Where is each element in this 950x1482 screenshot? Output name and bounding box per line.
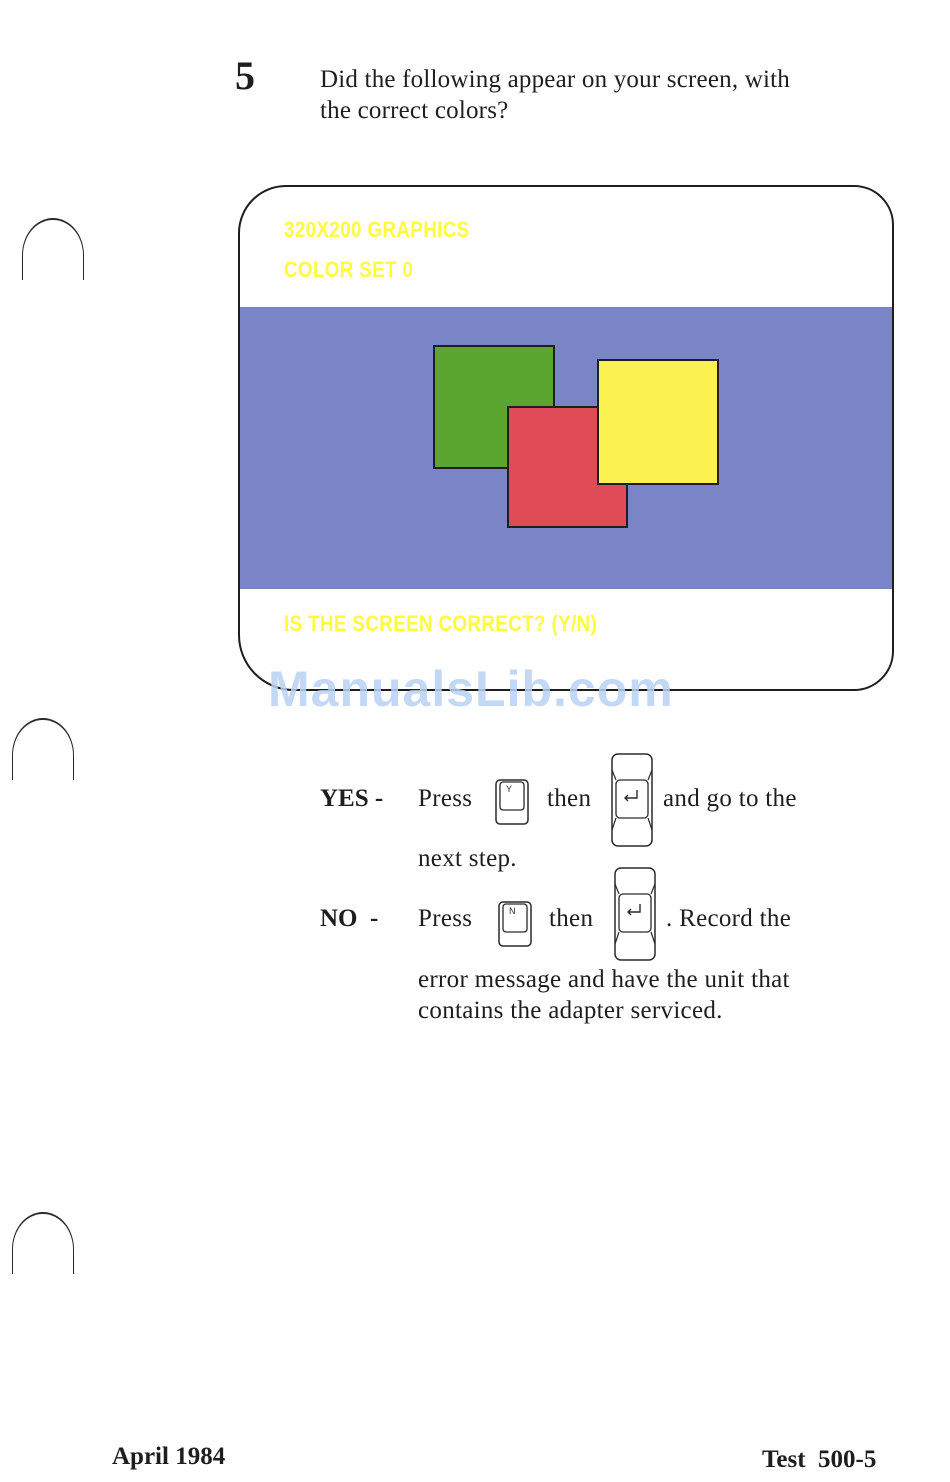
screen-subtitle: COLOR SET 0 (284, 257, 414, 282)
binder-hole-middle (12, 718, 74, 780)
screen-illustration (238, 185, 894, 691)
question (320, 64, 880, 126)
no-line-2: error message and have the unit that (418, 966, 790, 993)
yes-after-text: and go to the (663, 785, 797, 812)
no-then-text: then (549, 905, 594, 932)
footer-date: April 1984 (112, 1443, 226, 1470)
binder-hole-bottom (12, 1212, 74, 1274)
yes-press-text: Press (418, 785, 473, 812)
n-key-icon (495, 898, 535, 950)
yes-line-2: next step. (418, 845, 517, 872)
enter-key-icon (610, 864, 660, 964)
screen-title: 320X200 GRAPHICS (284, 217, 470, 242)
yes-then-text: then (547, 785, 592, 812)
n-key-letter: N (509, 906, 516, 916)
no-press-text: Press (418, 905, 473, 932)
question-line-1: Did the following appear on your screen, with (320, 66, 790, 93)
step-number: 5 (235, 53, 255, 98)
binder-hole-top (22, 218, 84, 280)
yellow-square (597, 359, 719, 485)
no-label: NO - (320, 905, 379, 932)
enter-key-icon (607, 750, 657, 850)
screen-prompt: IS THE SCREEN CORRECT? (Y/N) (284, 611, 598, 636)
y-key-letter: Y (506, 784, 513, 794)
footer-page-id: Test 500-5 (762, 1446, 877, 1473)
no-after-text: . Record the (666, 905, 792, 932)
question-line-2: the correct colors? (320, 97, 509, 124)
no-line-3: contains the adapter serviced. (418, 997, 723, 1024)
yes-label: YES - (320, 785, 384, 812)
y-key-icon (492, 776, 532, 828)
watermark: ManualsLib.com (268, 661, 674, 717)
